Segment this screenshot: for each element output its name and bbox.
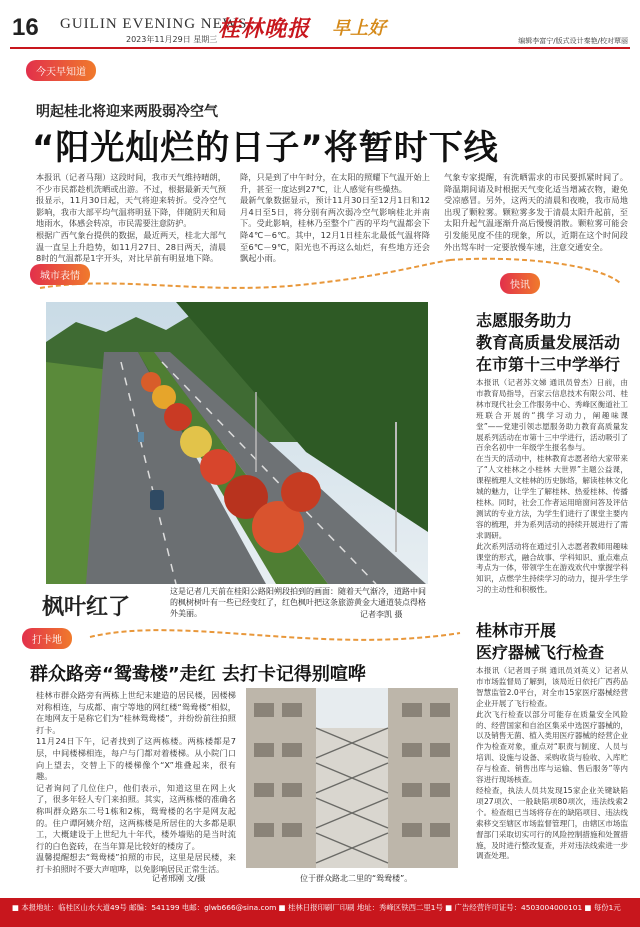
main-story-col1: 本报讯（记者马翔）这段时间，我市天气维持晴朗，不少市民都趁机洗晒或出游。不过，根据最新天气预报显示，11月30日起，天气将迎来转折。受冷空气影响，我市大部平均气温将明显下降，伴随阴天和局地雨水，体感会转凉，市民需要注意防护。 根据广西气象台提供的数据，最近两天，桂北大部气温一直呈上升趋势，如11月27日、28日两天，清晨8时的气温都是1字开头，对比早前有明显地下降。 — [36, 172, 226, 264]
maple-photo-caption: 这是记者几天前在桂阳公路阳朔段拍到的画面：随着天气渐冷，道路中间的枫树树叶有一些已经变红了，红色枫叶把这条旅游黄金大通道装点得格外美丽。 — [170, 587, 426, 618]
checkin-headline: 群众路旁“鸳鸯楼”走红 去打卡记得别喧哗 — [30, 664, 366, 685]
checkin-credit: 记者邢刚 文/摄 — [152, 874, 206, 883]
side-story1-text: 本报讯（记者苏文娣 通讯员曾杰）日前，由市教育局指导，百家云信息技术有限公司、桂林市现代社会工作服务中心、秀峰区衡道社工班联合开展的“携学习动力，阐趣味课堂”——党建引领志愿服务助力教育高质量发展系列活动在市第十三中学进行，活动吸引了百余名初中一年级学生报名参与。 在当天的活动中，桂林教育志愿者给大家带来了“人文桂林之小桂林 大世界”主题公益课，课程梳理人文桂林的历史脉络，解读桂林文化城的魅力，让学生了解桂林、热爱桂林、传播桂林。同时，社会工作者运用暗窗问答及评估测试的专业方法，为学生们进行了课堂主要内容的梳理，并为系列活动的持续开展进行了需求调研。 此次系列活动将在通过引入志愿者教师用趣味课堂的形式，融合故事、学科知识、重点难点考点为一体，带领学生在游戏欢代中掌握学科知识，点燃学生持续学习的动力，提升学生学习的主动性和积极性。 — [476, 378, 628, 595]
mandarin-duck-building-photo — [246, 688, 458, 868]
side-story1-title-line: 在市第十三中学举行 — [476, 355, 621, 374]
city-tag: 城市表情 — [30, 264, 90, 285]
newspaper-logo: 桂林晚报 — [218, 16, 311, 42]
masthead — [0, 0, 640, 48]
today-tag: 今天早知道 — [26, 60, 96, 81]
footer-bar — [0, 898, 640, 927]
main-story-col2: 降，只是到了中午时分，在太阳的照耀下气温开始上升，甚至一度达到27℃，让人感觉有些燥热。 最新气象数据显示，预计11月30日至12月1日和12月4日至5日，将分别有两次弱冷空气影响桂北并南下。受此影响，桂林乃至整个广西的平均气温都会下降4℃－6℃。其中，12月1日桂东北最低气温将降至6℃－9℃，阳光也不再这么灿烂，有些地方还会飘起小雨。 — [240, 172, 430, 264]
side-story2-title-line: 医疗器械飞行检查 — [476, 643, 605, 662]
main-subhead: 明起桂北将迎来两股弱冷空气 — [36, 104, 218, 120]
checkin-tag: 打卡地 — [22, 628, 72, 649]
news-tag: 快讯 — [500, 273, 540, 294]
side-story1-title-line: 教育高质量发展活动 — [476, 333, 621, 352]
maple-photo-credit: 记者李凯 摄 — [360, 610, 403, 619]
date-line: 2023年11月29日 星期三 — [126, 35, 218, 44]
footer-info: ■ 本报地址：临桂区山水大道49号 邮编：541199 电邮：glwb666@sina.com ■ 桂林日报印刷厂印刷 地址：秀峰区铁西二里1号 ■ 广告经营许可证号：4503004000101 ■ 每份1元 — [12, 903, 621, 912]
checkin-photo-caption: 位于群众路北二里的“鸳鸯楼”。 — [300, 874, 413, 883]
editor-credits: 编辑李富宁/版式设计秦艳/校对覃丽 — [518, 37, 628, 45]
side-story1-title — [476, 310, 626, 376]
maple-photo-label: 枫叶红了 — [42, 595, 131, 620]
checkin-story-text: 桂林市群众路旁有两栋上世纪末建造的居民楼，因楼梯对称相连，与成都、南宁等地的网红楼“鸳鸯楼”相似，在地网友于是称它们为“桂林鸳鸯楼”，并纷纷前往拍照打卡。 11月24日下午，记者找到了这两栋楼。两栋楼都是7层，中间楼梯相连，每户与门都对着楼梯。从小院门口向上望去，交替上下的楼梯像个“X”堆叠起来，很有趣。 记者询问了几位住户，他们表示，知道这里在网上火了，很多年轻人专门来拍照。其实，这两栋楼的准确名称叫群众路东二号1栋和2栋，鸳鸯楼的名字是网友起的。住户谭阿姨介绍，这两栋楼是所居住的大多都是职工，大概建设于上世纪九十年代，楼外墙贴的是当时流行的白色瓷砖，在当年算是比较好的楼房了。 温馨提醒想去“鸳鸯楼”拍照的市民，这里是居民楼，来打卡拍照时不要大声喧哗，以免影响居民正常生活。 — [36, 690, 236, 874]
main-story-col3: 气象专家提醒，有洗晒需求的市民要抓紧时间了。降温期间请及时根据天气变化适当增减衣物，避免受凉感冒。另外，这两天的清晨和夜晚，我市局地出现了颗粒雾。颗粒雾多发于清晨太阳升起前，至太阳升起气温逐渐升高后慢慢消散。颗粒雾可能会引发能见度不佳的现象，所以，近期在这个时间段外出驾车时一定要放慢车速，注意交通安全。 — [444, 172, 628, 252]
side-story2-text: 本报讯（记者周子琪 通讯员刘英义）记者从市市场监督局了解到，该局近日依托广西药品智慧监管2.0平台，对全市15家医疗器械经营企业开展了飞行检查。 此次飞行检查以部分可能存在质量安全风险的、经营国家和自治区集采中选医疗器械的，以及销售无菌、植入类用医疗器械的经营企业作为检查对象，重点对“职责与制度、人员与培训、设施与设备、采购收货与验收、入库贮存与检查、销售出库与运输、售后服务”等内容进行现场核查。 经检查，执法人员共发现15家企业关键缺陷项27项次、一般缺陷项80项次，违法线索2个。检查组已当场将存在的缺陷项目、违法线索移交至辖区市场监督管理门，由辖区市场监督部门采取切实可行的风险控制措施和处置措施，及时进行整改复查，并对违法线索进一步调查处理。 — [476, 666, 628, 861]
maple-road-photo — [46, 302, 428, 584]
side-story2-title-line: 桂林市开展 — [476, 621, 557, 640]
side-story2-title — [476, 620, 626, 664]
page-number: 16 — [12, 14, 39, 41]
main-headline: “阳光灿烂的日子”将暂时下线 — [32, 128, 499, 168]
section-logo: 早上好 — [332, 18, 386, 39]
english-title: GUILIN EVENING NEWS — [60, 16, 248, 32]
header-rule — [10, 47, 630, 49]
side-story1-title-line: 志愿服务助力 — [476, 311, 573, 330]
